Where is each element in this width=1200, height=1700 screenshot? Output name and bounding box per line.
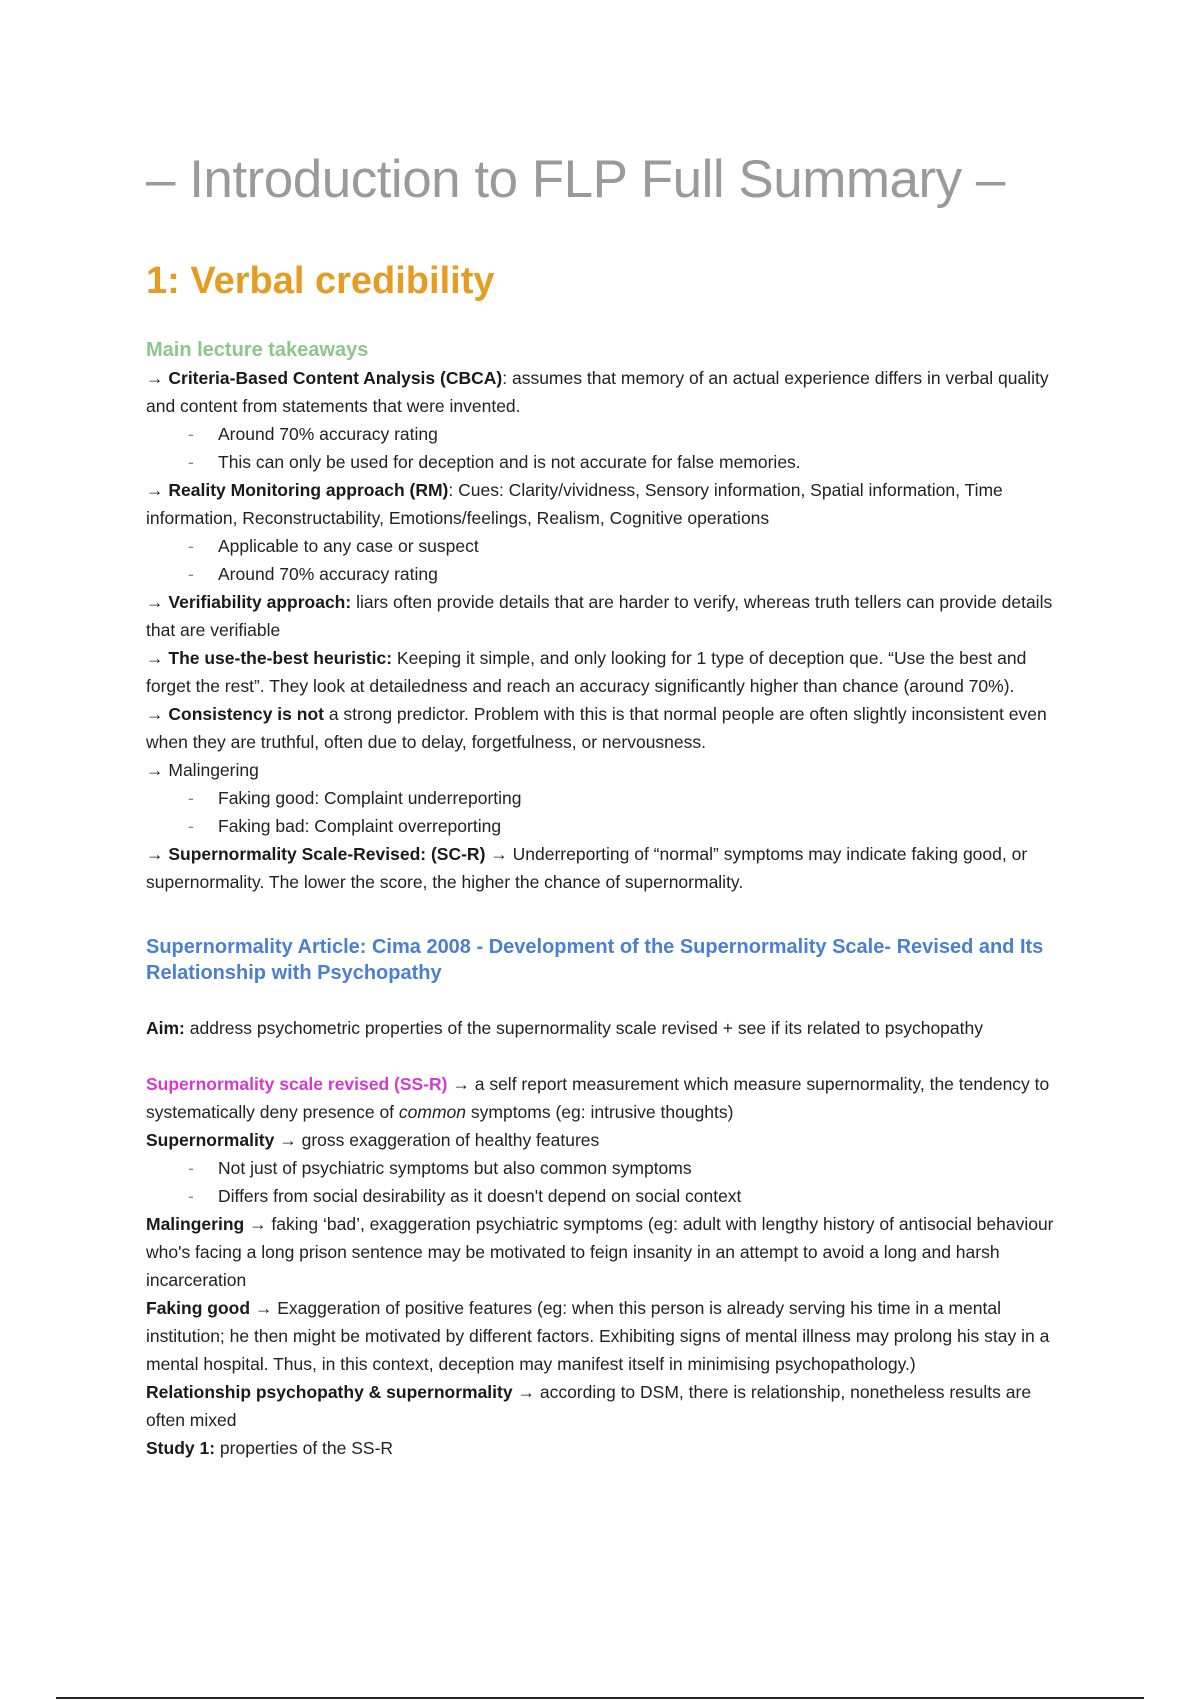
- section-heading: 1: Verbal credibility: [146, 260, 495, 302]
- ssr-text-a: → a self report measurement which measure supernormality, the tendency to systematically deny presence of: [146, 1074, 1050, 1122]
- page-bottom-rule: [56, 1697, 1144, 1699]
- supernormality-text: → gross exaggeration of healthy features: [274, 1130, 600, 1150]
- list-item: - This can only be used for deception and is not accurate for false memories.: [188, 448, 1066, 476]
- arrow-icon: →: [146, 648, 164, 668]
- arrow-icon: →: [146, 704, 164, 724]
- aim-paragraph: [146, 1014, 1066, 1042]
- consistency-text: a strong predictor. Problem with this is that normal people are often slightly inconsistent even when they are truthful, often due to delay, forgetfulness, or nervousness.: [146, 704, 1047, 752]
- cbca-text: : assumes that memory of an actual experience differs in verbal quality and content from statements that were invented.: [146, 368, 1049, 416]
- aim-text: address psychometric properties of the supernormality scale revised + see if its related to psychopathy: [184, 1018, 983, 1038]
- relationship-paragraph: [146, 1378, 1066, 1434]
- aim-label: Aim:: [146, 1018, 185, 1038]
- cbca-bullets: [146, 420, 1066, 476]
- study1-text: properties of the SS-R: [215, 1438, 394, 1458]
- study1-term: Study 1:: [146, 1438, 216, 1458]
- malingering-label: Malingering: [168, 760, 259, 780]
- ssr-text-b: symptoms (eg: intrusive thoughts): [466, 1102, 734, 1122]
- consistency-term: Consistency is not: [168, 704, 324, 724]
- heuristic-term: The use-the-best heuristic:: [168, 648, 393, 668]
- arrow-icon: →: [146, 480, 164, 500]
- heuristic-text: Keeping it simple, and only looking for 1 type of deception que. “Use the best and forget the rest”. They look at detailedness and reach an accuracy significantly higher than chance (around 70%).: [146, 648, 1027, 696]
- verifiability-term: Verifiability approach:: [168, 592, 352, 612]
- scr-paragraph: [146, 840, 1066, 896]
- document-title: – Introduction to FLP Full Summary –: [146, 150, 1005, 209]
- article-heading: Supernormality Article: Cima 2008 - Development of the Supernormality Scale- Revised and Its Relationship with Psychopathy: [146, 936, 1044, 984]
- malingering-def-text: → faking ‘bad’, exaggeration psychiatric symptoms (eg: adult with lengthy history of antisocial behaviour who's facing a long prison sentence may be motivated to feign insanity in an attempt to avoid a long and harsh incarceration: [146, 1214, 1054, 1290]
- list-item: - Around 70% accuracy rating: [188, 560, 1066, 588]
- document-page: [146, 140, 1066, 1462]
- verifiability-paragraph: [146, 588, 1066, 644]
- scr-term: Supernormality Scale-Revised: (SC-R): [168, 844, 486, 864]
- list-item: - Faking bad: Complaint overreporting: [188, 812, 1066, 840]
- malingering-bullets: [146, 784, 1066, 840]
- verifiability-text: liars often provide details that are harder to verify, whereas truth tellers can provide details that are verifiable: [146, 592, 1053, 640]
- heuristic-paragraph: [146, 644, 1066, 700]
- cbca-term: Criteria-Based Content Analysis (CBCA): [168, 368, 503, 388]
- subsection-heading: Main lecture takeaways: [146, 339, 369, 361]
- ssr-text-italic: common: [398, 1102, 467, 1122]
- scr-text: → Underreporting of “normal” symptoms may indicate faking good, or supernormality. The lower the score, the higher the chance of supernormality.: [146, 844, 1028, 892]
- relationship-term: Relationship psychopathy & supernormality: [146, 1382, 513, 1402]
- rm-text: : Cues: Clarity/vividness, Sensory information, Spatial information, Time information, Reconstructability, Emotions/feelings, Realism, Cognitive operations: [146, 480, 1003, 528]
- article-notes: [146, 1014, 1066, 1462]
- relationship-text: → according to DSM, there is relationship, nonetheless results are often mixed: [146, 1382, 1032, 1430]
- arrow-icon: →: [146, 368, 164, 388]
- faking-good-paragraph: [146, 1294, 1066, 1378]
- list-item: - Not just of psychiatric symptoms but also common symptoms: [188, 1154, 1066, 1182]
- supernormality-term: Supernormality: [146, 1130, 275, 1150]
- ssr-paragraph: [146, 1070, 1066, 1126]
- consistency-paragraph: [146, 700, 1066, 756]
- list-item: - Differs from social desirability as it doesn't depend on social context: [188, 1182, 1066, 1210]
- supernormality-bullets: [146, 1154, 1066, 1210]
- rm-term: Reality Monitoring approach (RM): [168, 480, 449, 500]
- list-item: - Around 70% accuracy rating: [188, 420, 1066, 448]
- faking-good-text: → Exaggeration of positive features (eg: when this person is already serving his time in a mental institution; he then might be motivated by different factors. Exhibiting signs of mental illness may prolong his stay in a mental hospital. Thus, in this context, deception may manifest itself in minimising psychopathology.): [146, 1298, 1050, 1374]
- malingering-definition: [146, 1210, 1066, 1294]
- faking-good-term: Faking good: [146, 1298, 251, 1318]
- ssr-term: Supernormality scale revised (SS-R): [146, 1074, 448, 1094]
- arrow-icon: →: [146, 844, 164, 864]
- rm-bullets: [146, 532, 1066, 588]
- arrow-icon: →: [146, 760, 164, 780]
- list-item: - Faking good: Complaint underreporting: [188, 784, 1066, 812]
- malingering-def-term: Malingering: [146, 1214, 245, 1234]
- takeaways-block: [146, 364, 1066, 896]
- supernormality-paragraph: [146, 1126, 1066, 1154]
- arrow-icon: →: [146, 592, 164, 612]
- list-item: - Applicable to any case or suspect: [188, 532, 1066, 560]
- rm-paragraph: [146, 476, 1066, 532]
- study1-paragraph: [146, 1434, 1066, 1462]
- cbca-paragraph: [146, 364, 1066, 420]
- malingering-paragraph: [146, 756, 1066, 784]
